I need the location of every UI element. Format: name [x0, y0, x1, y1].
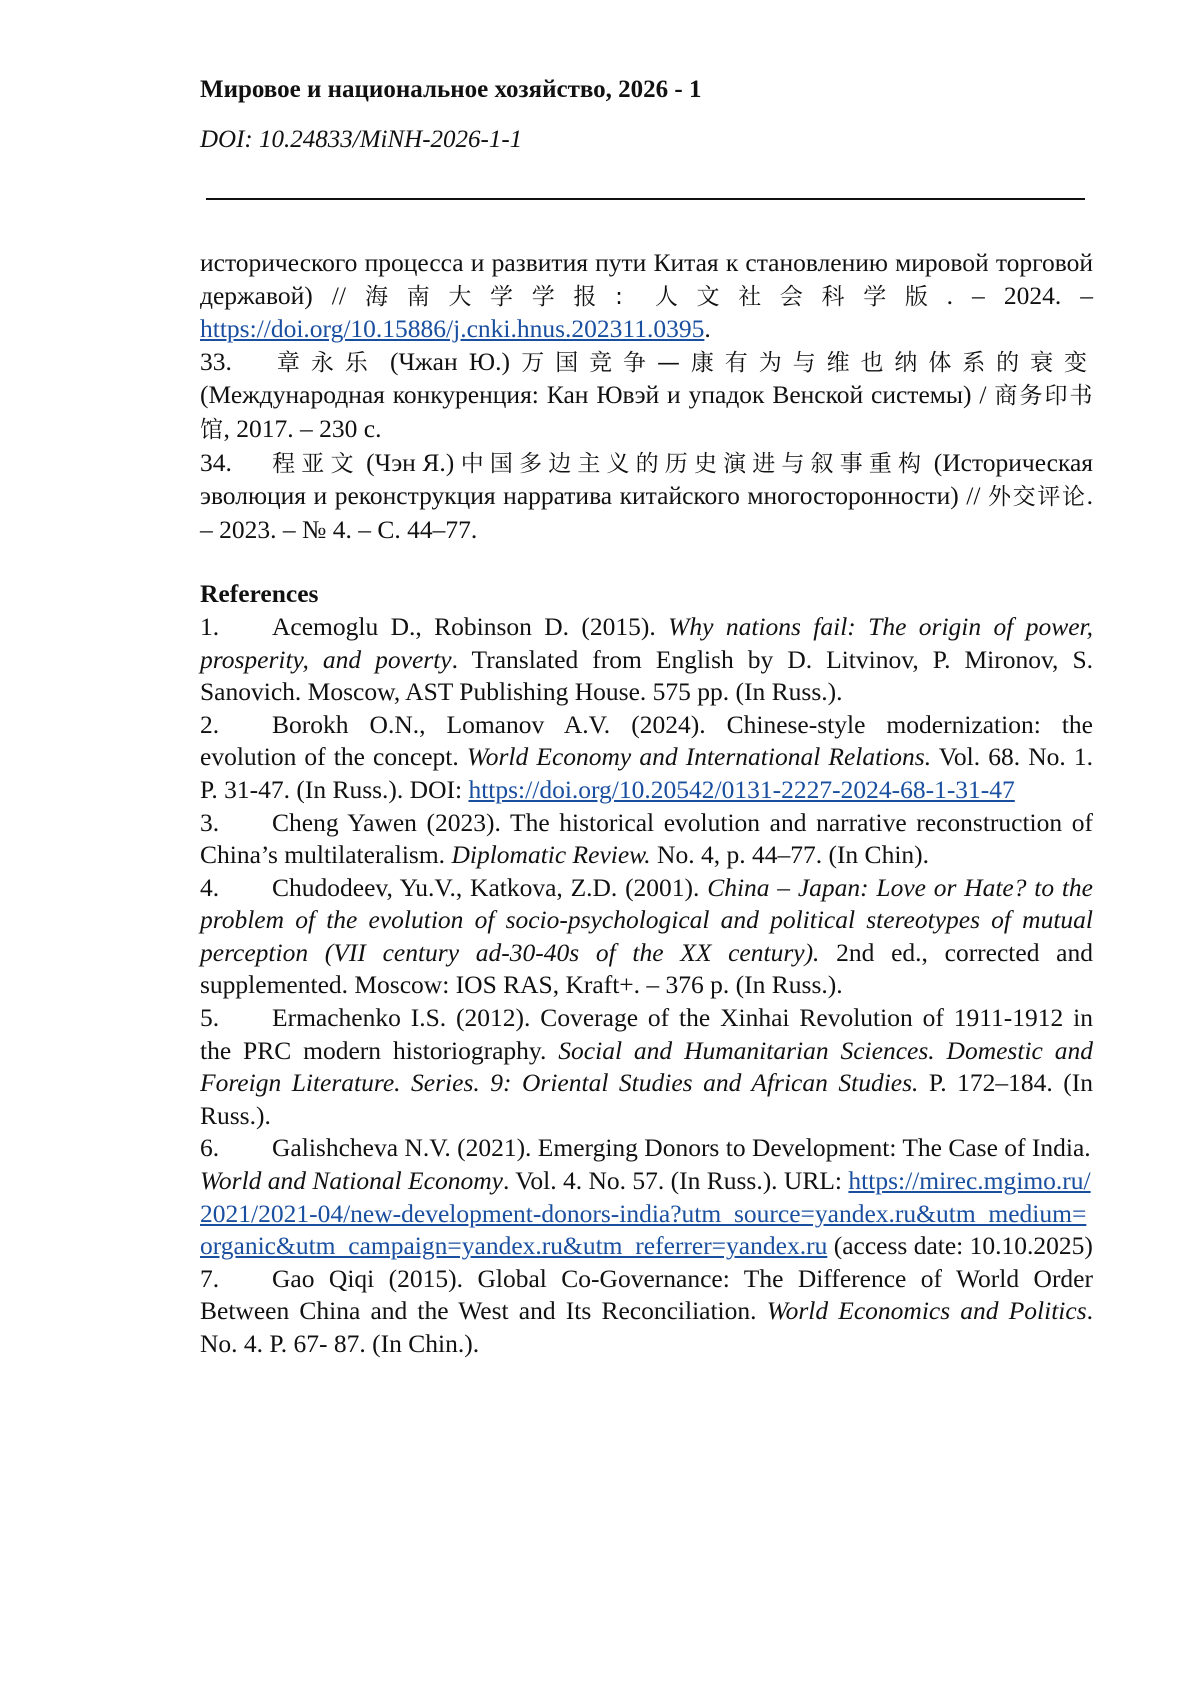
header-divider	[206, 198, 1085, 200]
reference-5: 5. Ermachenko I.S. (2012). Coverage of the Xinhai Revolution of 1911-1912 in the PRC modern historiography. Social and Humanitarian Sciences. Domestic and Foreign Literature. Series. 9: Oriental Studies and African Studies. P. 172–184. (In Russ.).	[200, 1003, 1094, 1130]
reference-3: 3. Cheng Yawen (2023). The historical evolution and narrative reconstruction of China’s multilateralism. Diplomatic Review. No. 4, p. 44–77. (In Chin).	[200, 807, 1093, 870]
reference-7: 7. Gao Qiqi (2015). Global Co-Governance: The Difference of World Order Between China and the West and Its Reconciliation. World Economics and Politics. No. 4. P. 67- 87. (In Chin.).	[200, 1263, 1094, 1358]
ref-chinese-publisher: 商务印书馆	[200, 383, 1094, 443]
document-body	[200, 247, 1093, 1361]
url-link[interactable]: https://mirec.mgimo.ru/2021/2021-04/new-development-donors-india?utm_source=yandex.ru&utm_medium=organic&utm_campaign=yandex.ru&utm_referrer=yandex.ru	[200, 1166, 1091, 1261]
ref-chinese-title: 中国多边主义的历史演进与叙事重构	[460, 450, 928, 477]
ref-chinese-author: 程亚文	[272, 450, 360, 477]
reference-33: 33. 章永乐 (Чжан Ю.) 万国竞争—康有为与维也纳体系的衰变 (Международная конкуренция: Кан Ювэй и упадок Венской системы) / 商务印书馆, 2017. – 230 с.	[200, 346, 1094, 443]
ref-chinese-title: 万国竞争—康有为与维也纳体系的衰变	[521, 349, 1094, 376]
reference-4: 4. Chudodeev, Yu.V., Katkova, Z.D. (2001). China – Japan: Love or Hate? to the problem of the evolution of socio-psychological and political stereotypes of mutual perception (VII century ad-30-40s of the XX century). 2nd ed., corrected and supplemented. Moscow: IOS RAS, Kraft+. – 376 p. (In Russ.).	[200, 872, 1094, 1000]
doi-link[interactable]: https://doi.org/10.20542/0131-2227-2024-68-1-31-47	[468, 774, 1015, 804]
doi-link[interactable]: https://doi.org/10.15886/j.cnki.hnus.202311.0395	[200, 314, 705, 344]
reference-34: 34. 程亚文 (Чэн Я.) 中国多边主义的历史演进与叙事重构 (Историческая эволюция и реконструкция нарратива китайского многосторонности) // 外交评论. – 2023. – № 4. – С. 44–77.	[200, 447, 1094, 544]
ref-text: исторического процесса и развития пути Китая к становлению мировой торговой державой) //	[200, 248, 1093, 310]
doi-line: DOI: 10.24833/MiNH-2026-1-1	[200, 126, 523, 153]
ref-chinese-title: 海南大学学报: 人文社会科学版	[365, 283, 947, 310]
reference-1: 1. Acemoglu D., Robinson D. (2015). Why nations fail: The origin of power, prosperity, and poverty. Translated from English by D. Litvinov, P. Mironov, S. Sanovich. Moscow, AST Publishing House. 575 pp. (In Russ.).	[200, 611, 1094, 707]
ref-number: 33.	[200, 346, 232, 376]
ref-number: 34.	[200, 447, 232, 477]
reference-2: 2. Borokh O.N., Lomanov A.V. (2024). Chinese-style modernization: the evolution of the concept. World Economy and International Relations. Vol. 68. No. 1. P. 31-47. (In Russ.). DOI: https://doi.org/10.20542/0131-2227-2024-68-1-31-47	[200, 709, 1093, 804]
ref-chinese-author: 章永乐	[272, 349, 379, 376]
reference-6: 6. Galishcheva N.V. (2021). Emerging Donors to Development: The Case of India. World and National Economy. Vol. 4. No. 57. (In Russ.). URL: https://mirec.mgimo.ru/2021/2021-04/new-development-donors-india?utm_source=yandex.ru&utm_medium=organic&utm_campaign=yandex.ru&utm_referrer=yandex.ru (access date: 10.10.2025)	[200, 1133, 1093, 1261]
references-heading: References	[200, 579, 319, 609]
journal-title: Мировое и национальное хозяйство, 2026 - 1	[200, 76, 702, 103]
ref-text: . – 2024. –	[946, 280, 1094, 310]
continued-reference: исторического процесса и развития пути Китая к становлению мировой торговой державой) // 海南大学学报: 人文社会科学版. – 2024. – https://doi.org/10.15886/j.cnki.hnus.202311.0395.	[200, 248, 1094, 344]
ref-chinese-journal: 外交评论	[988, 484, 1087, 511]
